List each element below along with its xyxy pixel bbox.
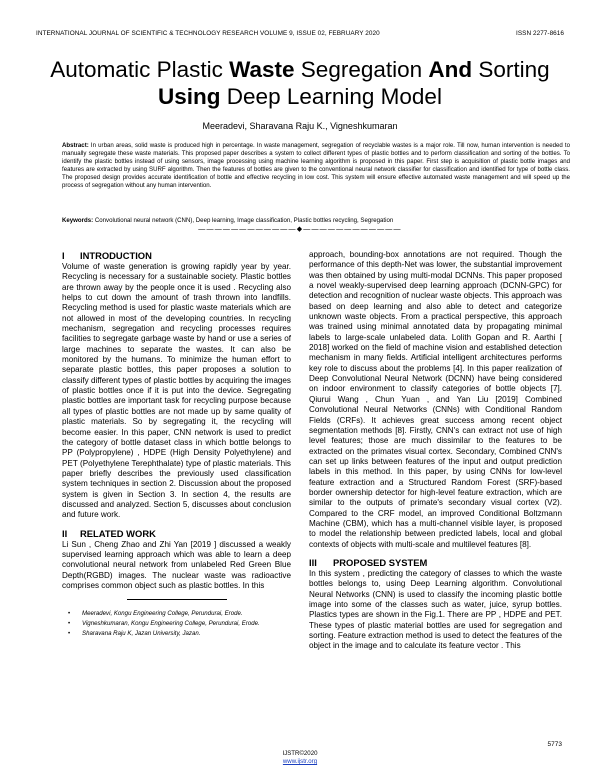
section-divider: ————————————◆———————————— [198,226,402,233]
keywords-text: Convolutional neural network (CNN), Deep learning, Image classification, Plastic bottles recycling, Segregation [93,217,394,224]
keywords-label: Keywords: [62,217,94,224]
right-column [309,250,562,652]
footnote-rule [127,599,227,600]
section-heading-introduction: I INTRODUCTION [62,250,152,261]
abstract [62,142,570,190]
related-work-continued-text: approach, bounding-box annotations are not required. Though the performance of this depth-Net was lower, the substantial improvement was then obtained by using multi-modal DCNNs. This paper proposed a novel weakly-supervised deep learning approach (DCNN-GPC) for detection and recognition of nuclear waste objects. This approach was based on deep learning and also able to detect and categorize unknown waste objects. From a practical perspective, this approach was trained using minimal annotated data by propagating minimal labels to large-scale unlabeled data. Lolith Gopan and R. Aarthi [ 2018] worked on the field of machine vision and established detection mechanism in many fields. Artificial intelligent architectures performs key role to discuss about the problems [4]. In this paper realization of Deep Convolutional Neural Network (DCNN) have being considered on indoor environment to classify categories of bottle objects [7]. Qiurui Wang , Chun Yuan , and Yan Liu [2019] Combined Convolutional Neural Networks (CNNs) with Conditional Random Fields (CRFs). It achieves great success among recent object segmentation methods [8]. Firstly, CNN's can extract not use of high level features; those are much dissimilar to the features to be extracted on the primates visual cortex. Secondary, Combined CNN's can set up links between features of the input and output prediction labels in this method. In this paper, by using CNNs for low-level feature extraction and a Structured Random Forest (SRF)-based border ownership detector for high-level feature extraction, which are similar to the outputs of primate's secondary visual cortex (V2). Compared to the CRF model, an improved Conditional Boltzmann Machine (CBM), which has a multi-channel visible layer, is proposed to model the relationship between predicted labels, local and global contexts of objects with multi-scale and multilevel features [8]. [309,250,562,549]
copyright-code: IJSTR©2020 [282,750,318,757]
page-number: 5773 [547,741,562,748]
section-heading-related-work: II RELATED WORK [62,527,156,539]
journal-name: INTERNATIONAL JOURNAL OF SCIENTIFIC & TECHNOLOGY RESEARCH VOLUME 9, ISSUE 02, FEBRUARY 2020 [36,30,380,37]
keywords [62,217,570,225]
paper-title: Automatic Plastic Waste Segregation And Sorting Using Deep Learning Model [50,57,550,109]
abstract-label: Abstract: [62,142,89,149]
footnote-item: • Sharavana Raju K, Jazan University, Jazan. [68,630,201,638]
running-header [36,30,564,40]
left-column [62,250,291,640]
related-work-text: Li Sun , Cheng Zhao and Zhi Yan [2019 ] discussed a weakly supervised learning approach which was able to learn a deep convolutional neural network from unlabeled Red Green Blue Depth(RGBD) images. The nuclear waste was radioactive comprises common object such as plastic bottles. In this [62,539,291,590]
journal-url-link[interactable]: www.ijstr.org [282,758,318,765]
introduction-text: Volume of waste generation is growing rapidly year by year. Recycling is necessary for a sustainable society. Plastic bottles are thrown away by the people once it is used . Recycling also helps to cut down the amount of trash thrown into landfills. Recycling method is used for plastic waste materials which are not allowed in most of the developing countries. In recycling mechanism, segregation and recycling processes requires facilities to segregate garbage waste by hand or use a series of large machines to separate the wastes. It can also be monitored by the humans. To minimize the human effort to separate plastic bottles, this paper proposes a solution to classify different types of plastic bottles by acquiring the images of plastic bottles once if it is put into the device. Segregating plastic bottles are important task for recycling purpose because all types of plastic bottles are not made up by same quality of plastic materials. So by segregating it, the recycling will become easier. In this paper, CNN network is used to predict the category of bottle dataset class in which bottle belongs to PP (Polypropylene) , HDPE (High Density Polyethylene) and PET (Polyethylene Terephthalate) type of plastic materials. This paper briefly describes the previously used classification system techniques in section 2. Discussion about the proposed system is given in Section 3. In section 4, the results are discussed and analyzed. Section 5, discusses about conclusion and future work. [62,262,291,520]
proposed-system-text: In this system , predicting the category of classes to which the waste bottles belongs to, using Deep Learning algorithm. Convolutional Neural Networks (CNN) is used to classify the incoming plastic bottle image into some of the classes such as water, juice, syrup bottles. Plastics types are shown in the Fig.1. There are PP , HDPE and PET. These types of plastic material bottles are used for segregation and sorting. Feature extraction method is used to detect the features of the object in the image and to calculate its feature vector . This [309,568,562,651]
issn: ISSN 2277-8616 [516,30,564,37]
footnote-item: • Vigneshkumaran, Kongu Engineering College, Perundurai, Erode. [68,620,260,628]
page-footer [0,750,600,766]
abstract-text: In urban areas, solid waste is produced high in percentage. In waste management, segregation of recyclable wastes is a major role. Till now, human intervention is needed to manually segregate these waste materials. This proposed paper describes a system to collect different types of plastic bottles and to perform classification and sorting of the bottles. To identify the plastic bottles instead of using sensors, image processing using machine learning algorithm is proposed in this paper. First step is acquisition of plastic bottle images and features are extracted by using SURF algorithm. Then the features of bottles are given to the conventional neural network classifier for classification and identified for type of bottle class. The proposed design provides accurate identification of bottle and effective recycling in low cost. This system will ensure effective automated waste management and will speed up the process of segregation without any human intervention. [62,142,570,189]
footnote-item: • Meeradevi, Kongu Engineering College, Perundurai, Erode. [68,610,243,618]
section-heading-proposed-system: III PROPOSED SYSTEM [309,556,428,568]
author-list: Meeradevi, Sharavana Raju K., Vigneshkumaran [202,121,398,131]
author-footnotes [62,610,291,638]
